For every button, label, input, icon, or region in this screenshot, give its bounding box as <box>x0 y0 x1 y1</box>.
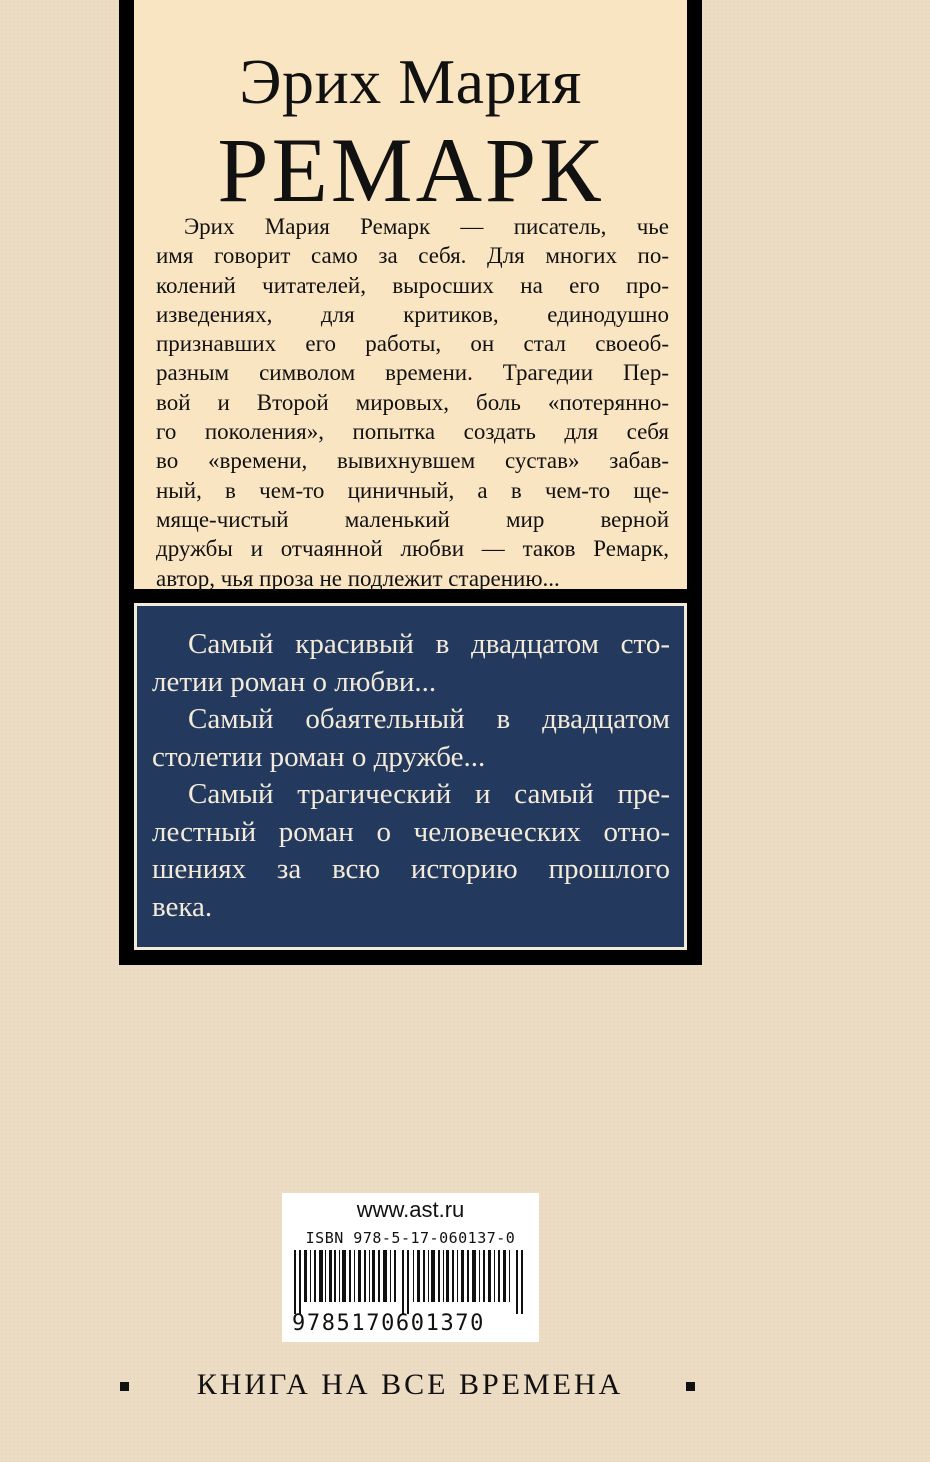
tagline-line: Самый красивый в двадцатом сто- <box>188 628 670 660</box>
publisher-website: www.ast.ru <box>356 1197 465 1222</box>
blurb-line: автор, чья проза не подлежит старению... <box>156 565 560 591</box>
square-bullet-icon <box>686 1382 695 1391</box>
blurb-line: имя говорит само за себя. Для многих по- <box>156 243 669 269</box>
isbn-label: ISBN 978-5-17-060137-0 <box>305 1229 516 1247</box>
tagline-line: шениях за всю историю прошлого <box>152 853 670 885</box>
blurb-line: мяще-чистый маленький мир верной <box>156 506 669 532</box>
tagline-text <box>152 626 670 926</box>
blurb-line: колений читателей, выросших на его про- <box>156 272 669 298</box>
series-footer <box>0 1368 930 1408</box>
tagline-panel-inner <box>137 606 684 947</box>
blurb-line: ный, в чем-то циничный, а в чем-то ще- <box>156 477 669 503</box>
blurb-line: изведениях, для критиков, единодушно <box>156 301 669 327</box>
tagline-line: столетии роман о дружбе... <box>152 740 486 773</box>
blurb-line: Эрих Мария Ремарк — писатель, чье <box>184 214 669 239</box>
barcode-icon <box>294 1250 527 1314</box>
barcode-digits: 9785170601370 <box>292 1311 485 1336</box>
blurb-line: признавших его работы, он стал своеоб- <box>156 331 669 357</box>
author-first-name: Эрих Мария <box>239 46 582 117</box>
tagline-panel <box>134 603 687 950</box>
blurb-line: разным символом времени. Трагедии Пер- <box>156 360 669 386</box>
blurb-line: дружбы и отчаянной любви — таков Ремарк, <box>156 536 669 562</box>
square-bullet-icon <box>120 1382 129 1391</box>
blurb-line: вой и Второй мировых, боль «потерянно- <box>156 389 669 415</box>
blurb-line: го поколения», попытка создать для себя <box>156 419 669 445</box>
tagline-line: летии роман о любви... <box>152 665 437 698</box>
author-last-name: РЕМАРК <box>217 119 604 221</box>
tagline-line: века. <box>152 890 213 923</box>
tagline-line: Самый трагический и самый пре- <box>188 778 670 810</box>
blurb-line: во «времени, вывихнувшем сустав» забав- <box>156 448 669 474</box>
tagline-line: Самый обаятельный в двадцатом <box>188 703 670 735</box>
author-blurb <box>156 212 669 593</box>
tagline-line: лестный роман о человеческих отно- <box>152 815 670 848</box>
barcode-box <box>282 1193 539 1342</box>
author-panel <box>134 0 687 589</box>
series-title: КНИГА НА ВСЕ ВРЕМЕНА <box>196 1368 624 1401</box>
